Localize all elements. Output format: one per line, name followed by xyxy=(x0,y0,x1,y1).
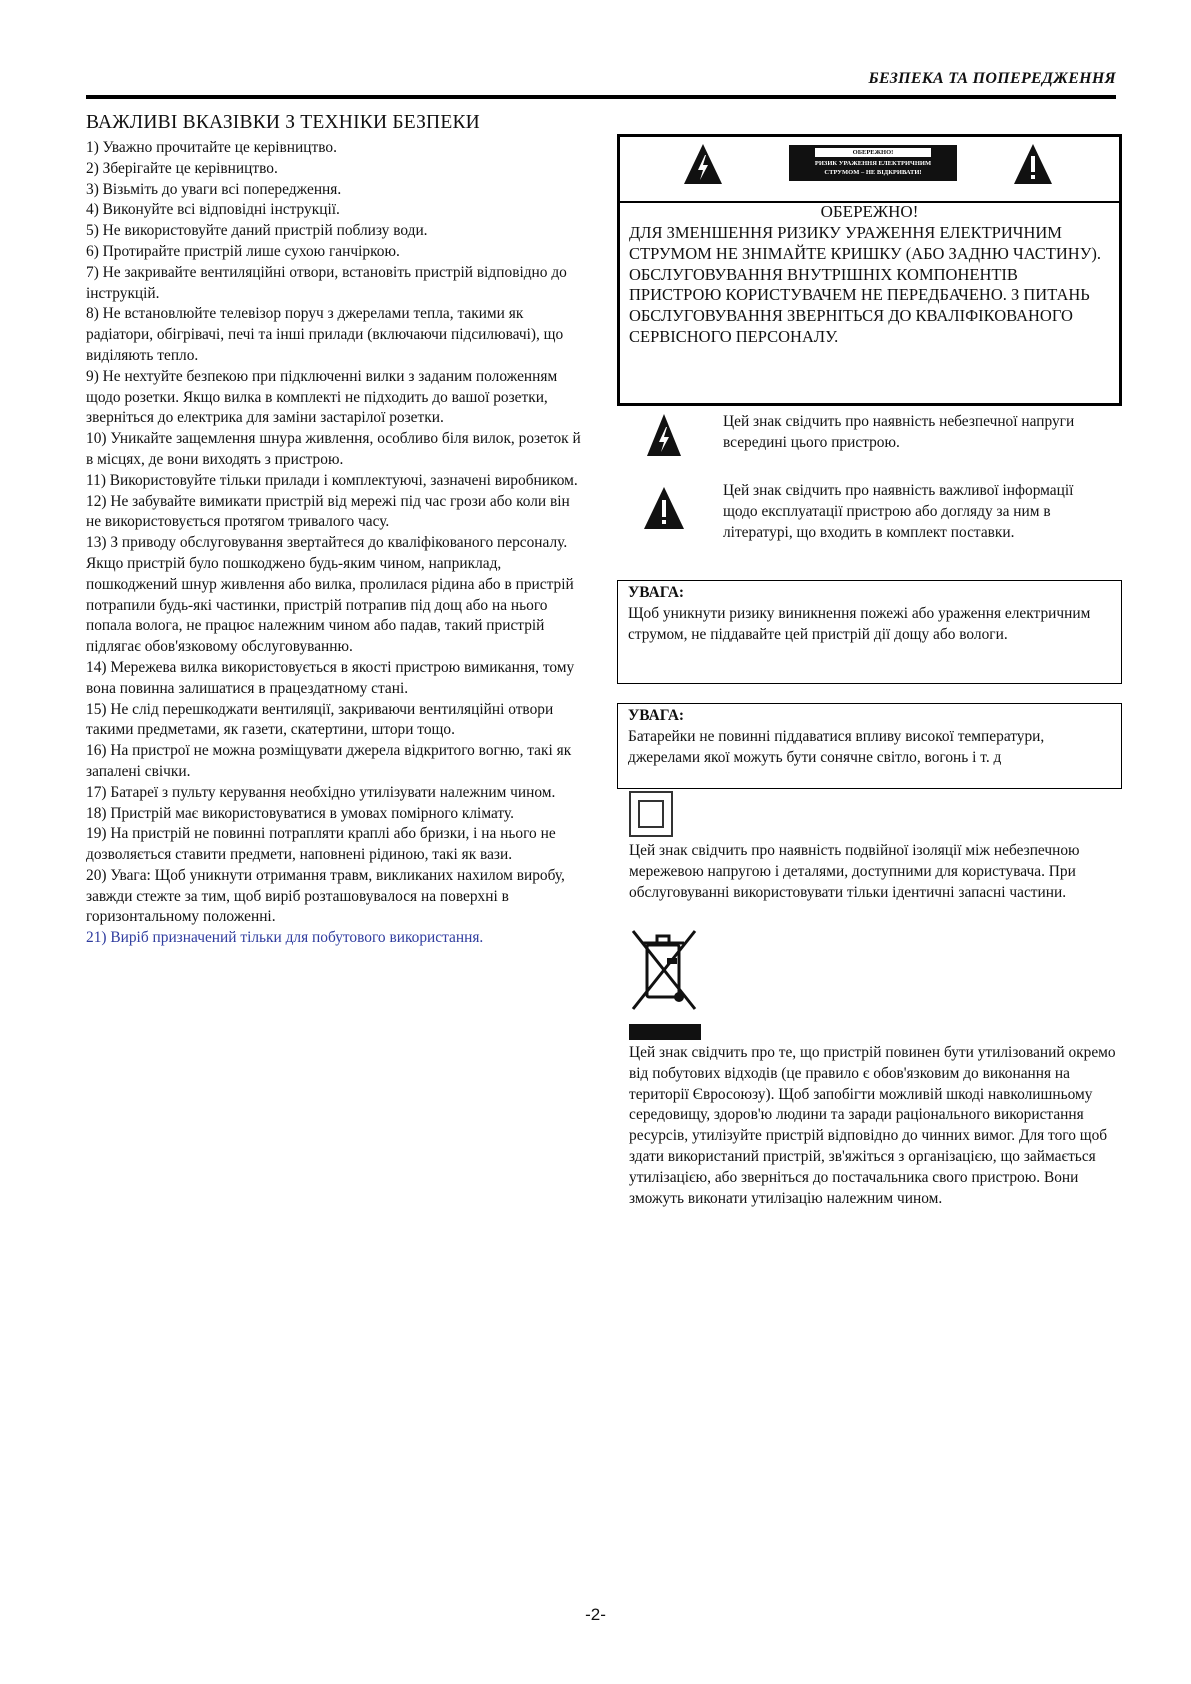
warning-text: Батарейки не повинні піддаватися впливу високої температури, джерелами якої можуть бути сонячне світло, вогонь і т. д xyxy=(628,727,1045,766)
instruction-item: 14) Мережева вилка використовується в якості пристрою вимикання, тому вона повинна залишатися в працездатному стані. xyxy=(86,658,575,697)
voltage-symbol-text: Цей знак свідчить про наявність небезпечної напруги всередині цього пристрою. xyxy=(723,413,1075,451)
caution-title: ОБЕРЕЖНО! xyxy=(820,202,919,221)
caution-label-line: ОБЕРЕЖНО! xyxy=(815,148,931,157)
safety-heading: ВАЖЛИВІ ВКАЗІВКИ З ТЕХНІКИ БЕЗПЕКИ xyxy=(86,112,480,133)
instruction-item: 12) Не забувайте вимикати пристрій від мережі під час грози або коли він не використовується протягом тривалого часу. xyxy=(86,492,570,531)
caution-box xyxy=(617,134,1122,406)
warning-title: УВАГА: xyxy=(628,584,685,601)
warning-moisture xyxy=(617,580,1122,684)
warning-title: УВАГА: xyxy=(628,707,685,724)
instruction-item: 16) На пристрої не можна розміщувати джерела відкритого вогню, такі як запалені свічки. xyxy=(86,742,572,780)
weee-crossed-bin-icon xyxy=(629,925,701,1015)
warning-batteries xyxy=(617,703,1122,789)
weee-text: Цей знак свідчить про те, що пристрій повинен бути утилізований окремо від побутових відходів (це правило є обов'язковим до виконання на території Євросоюзу). Щоб запобігти можливій шкоді навколишньому середовищу, здоров'ю людини та заради раціонального використання ресурсів, утилізуйте пристрій відповідно до чинних вимог. Для того щоб здати використаний пристрій, зв'яжіться з організацією, що займається утилізацією, або зверніться до постачальника свого пристрою. Вони зможуть виконати утилізацію належним чином. xyxy=(629,1044,1116,1207)
instruction-item: 2) Зберігайте це керівництво. xyxy=(86,159,278,177)
instruction-item: 15) Не слід перешкоджати вентиляції, закриваючи вентиляційні отвори такими предметами, як газети, скатертини, штори тощо. xyxy=(86,700,554,739)
exclamation-warning-icon xyxy=(643,486,685,530)
lightning-warning-icon xyxy=(646,413,682,457)
instruction-item: 18) Пристрій має використовуватися в умовах помірного клімату. xyxy=(86,804,514,822)
instruction-item: 6) Протирайте пристрій лише сухою ганчіркою. xyxy=(86,242,400,260)
caution-label-row xyxy=(620,137,1119,203)
instruction-item: 20) Увага: Щоб уникнути отримання травм, викликаних нахилом виробу, завжди стежте за тим, щоб виріб розташовувалося на поверхні в горизонтальному положенні. xyxy=(86,866,565,926)
instruction-item: 11) Використовуйте тільки прилади і комплектуючі, зазначені виробником. xyxy=(86,471,578,489)
instruction-item: 21) Виріб призначений тільки для побутового використання. xyxy=(86,929,484,947)
instruction-item: 8) Не встановлюйте телевізор поруч з джерелами тепла, такими як радіатори, обігрівачі, печі та інші прилади (включаючи підсилювачі), що виділяють тепло. xyxy=(86,305,564,364)
instruction-item: 19) На пристрій не повинні потрапляти краплі або бризки, і на нього не дозволяється ставити предмети, наповнені рідиною, такі як вази. xyxy=(86,825,556,864)
double-insulation-text: Цей знак свідчить про наявність подвійної ізоляції між небезпечною мережевою напругою і деталями, доступними для користувача. При обслуговуванні використовувати тільки ідентичні запасні частини. xyxy=(629,842,1080,901)
instruction-item: 3) Візьміть до уваги всі попередження. xyxy=(86,180,342,198)
caution-body: ДЛЯ ЗМЕНШЕННЯ РИЗИКУ УРАЖЕННЯ ЕЛЕКТРИЧНИМ СТРУМОМ НЕ ЗНІМАЙТЕ КРИШКУ (АБО ЗАДНЮ ЧАСТИНУ). ОБСЛУГОВУВАННЯ ВНУТРІШНІХ КОМПОНЕНТІВ ПРИСТРОЮ КОРИСТУВАЧЕМ НЕ ПЕРЕДБАЧЕНО. З ПИТАНЬ ОБСЛУГОВУВАННЯ ЗВЕРНІТЬСЯ ДО КВАЛІФІКОВАНОГО СЕРВІСНОГО ПЕРСОНАЛУ. xyxy=(629,223,1102,346)
page-number: -2- xyxy=(585,1605,606,1624)
instruction-item: 10) Уникайте защемлення шнура живлення, особливо біля вилок, розеток й в місцях, де вони виходять з пристрою. xyxy=(86,430,581,468)
safety-instructions xyxy=(86,112,586,949)
section-header: БЕЗПЕКА ТА ПОПЕРЕДЖЕННЯ xyxy=(868,70,1116,87)
header-rule xyxy=(86,95,1116,99)
instruction-item: 17) Батареї з пульту керування необхідно утилізувати належним чином. xyxy=(86,783,556,801)
instruction-item: 4) Виконуйте всі відповідні інструкції. xyxy=(86,201,340,219)
double-insulation-icon xyxy=(629,791,673,837)
caution-label-line: СТРУМОМ – НЕ ВІДКРИВАТИ! xyxy=(824,169,922,176)
instruction-item: 5) Не використовуйте даний пристрій поблизу води. xyxy=(86,222,428,240)
instruction-item: 1) Уважно прочитайте це керівництво. xyxy=(86,139,337,156)
instruction-item: 7) Не закривайте вентиляційні отвори, встановіть пристрій відповідно до інструкцій. xyxy=(86,263,567,302)
instruction-item: 13) З приводу обслуговування звертайтеся до кваліфікованого персоналу. Якщо пристрій було пошкоджено будь-яким чином, наприклад, пошкоджений шнур живлення або вилка, пролилася рідина або в пристрій потрапили будь-які частинки, пристрій потрапив під дощ або на нього попала волога, не працює належним чином або падав, такий пристрій підлягає обов'язковому обслуговуванню. xyxy=(86,534,574,656)
caution-label xyxy=(789,145,957,181)
instruction-item: 9) Не нехтуйте безпекою при підключенні вилки з заданим положенням щодо розетки. Якщо вилка в комплекті не підходить до вашої розетки, зверніться до електрика для заміни застарілої розетки. xyxy=(86,367,558,427)
exclamation-symbol-text: Цей знак свідчить про наявність важливої інформації щодо експлуатації пристрою або догляду за ним в літературі, що входить в комплект поставки. xyxy=(723,482,1074,541)
weee-bar xyxy=(629,1024,701,1040)
lightning-warning-icon xyxy=(683,143,723,185)
exclamation-warning-icon xyxy=(1013,143,1053,185)
caution-label-line: РИЗИК УРАЖЕННЯ ЕЛЕКТРИЧНИМ xyxy=(814,160,932,167)
warning-text: Щоб уникнути ризику виникнення пожежі або ураження електричним струмом, не піддавайте цей пристрій дії дощу або вологи. xyxy=(628,604,1091,643)
